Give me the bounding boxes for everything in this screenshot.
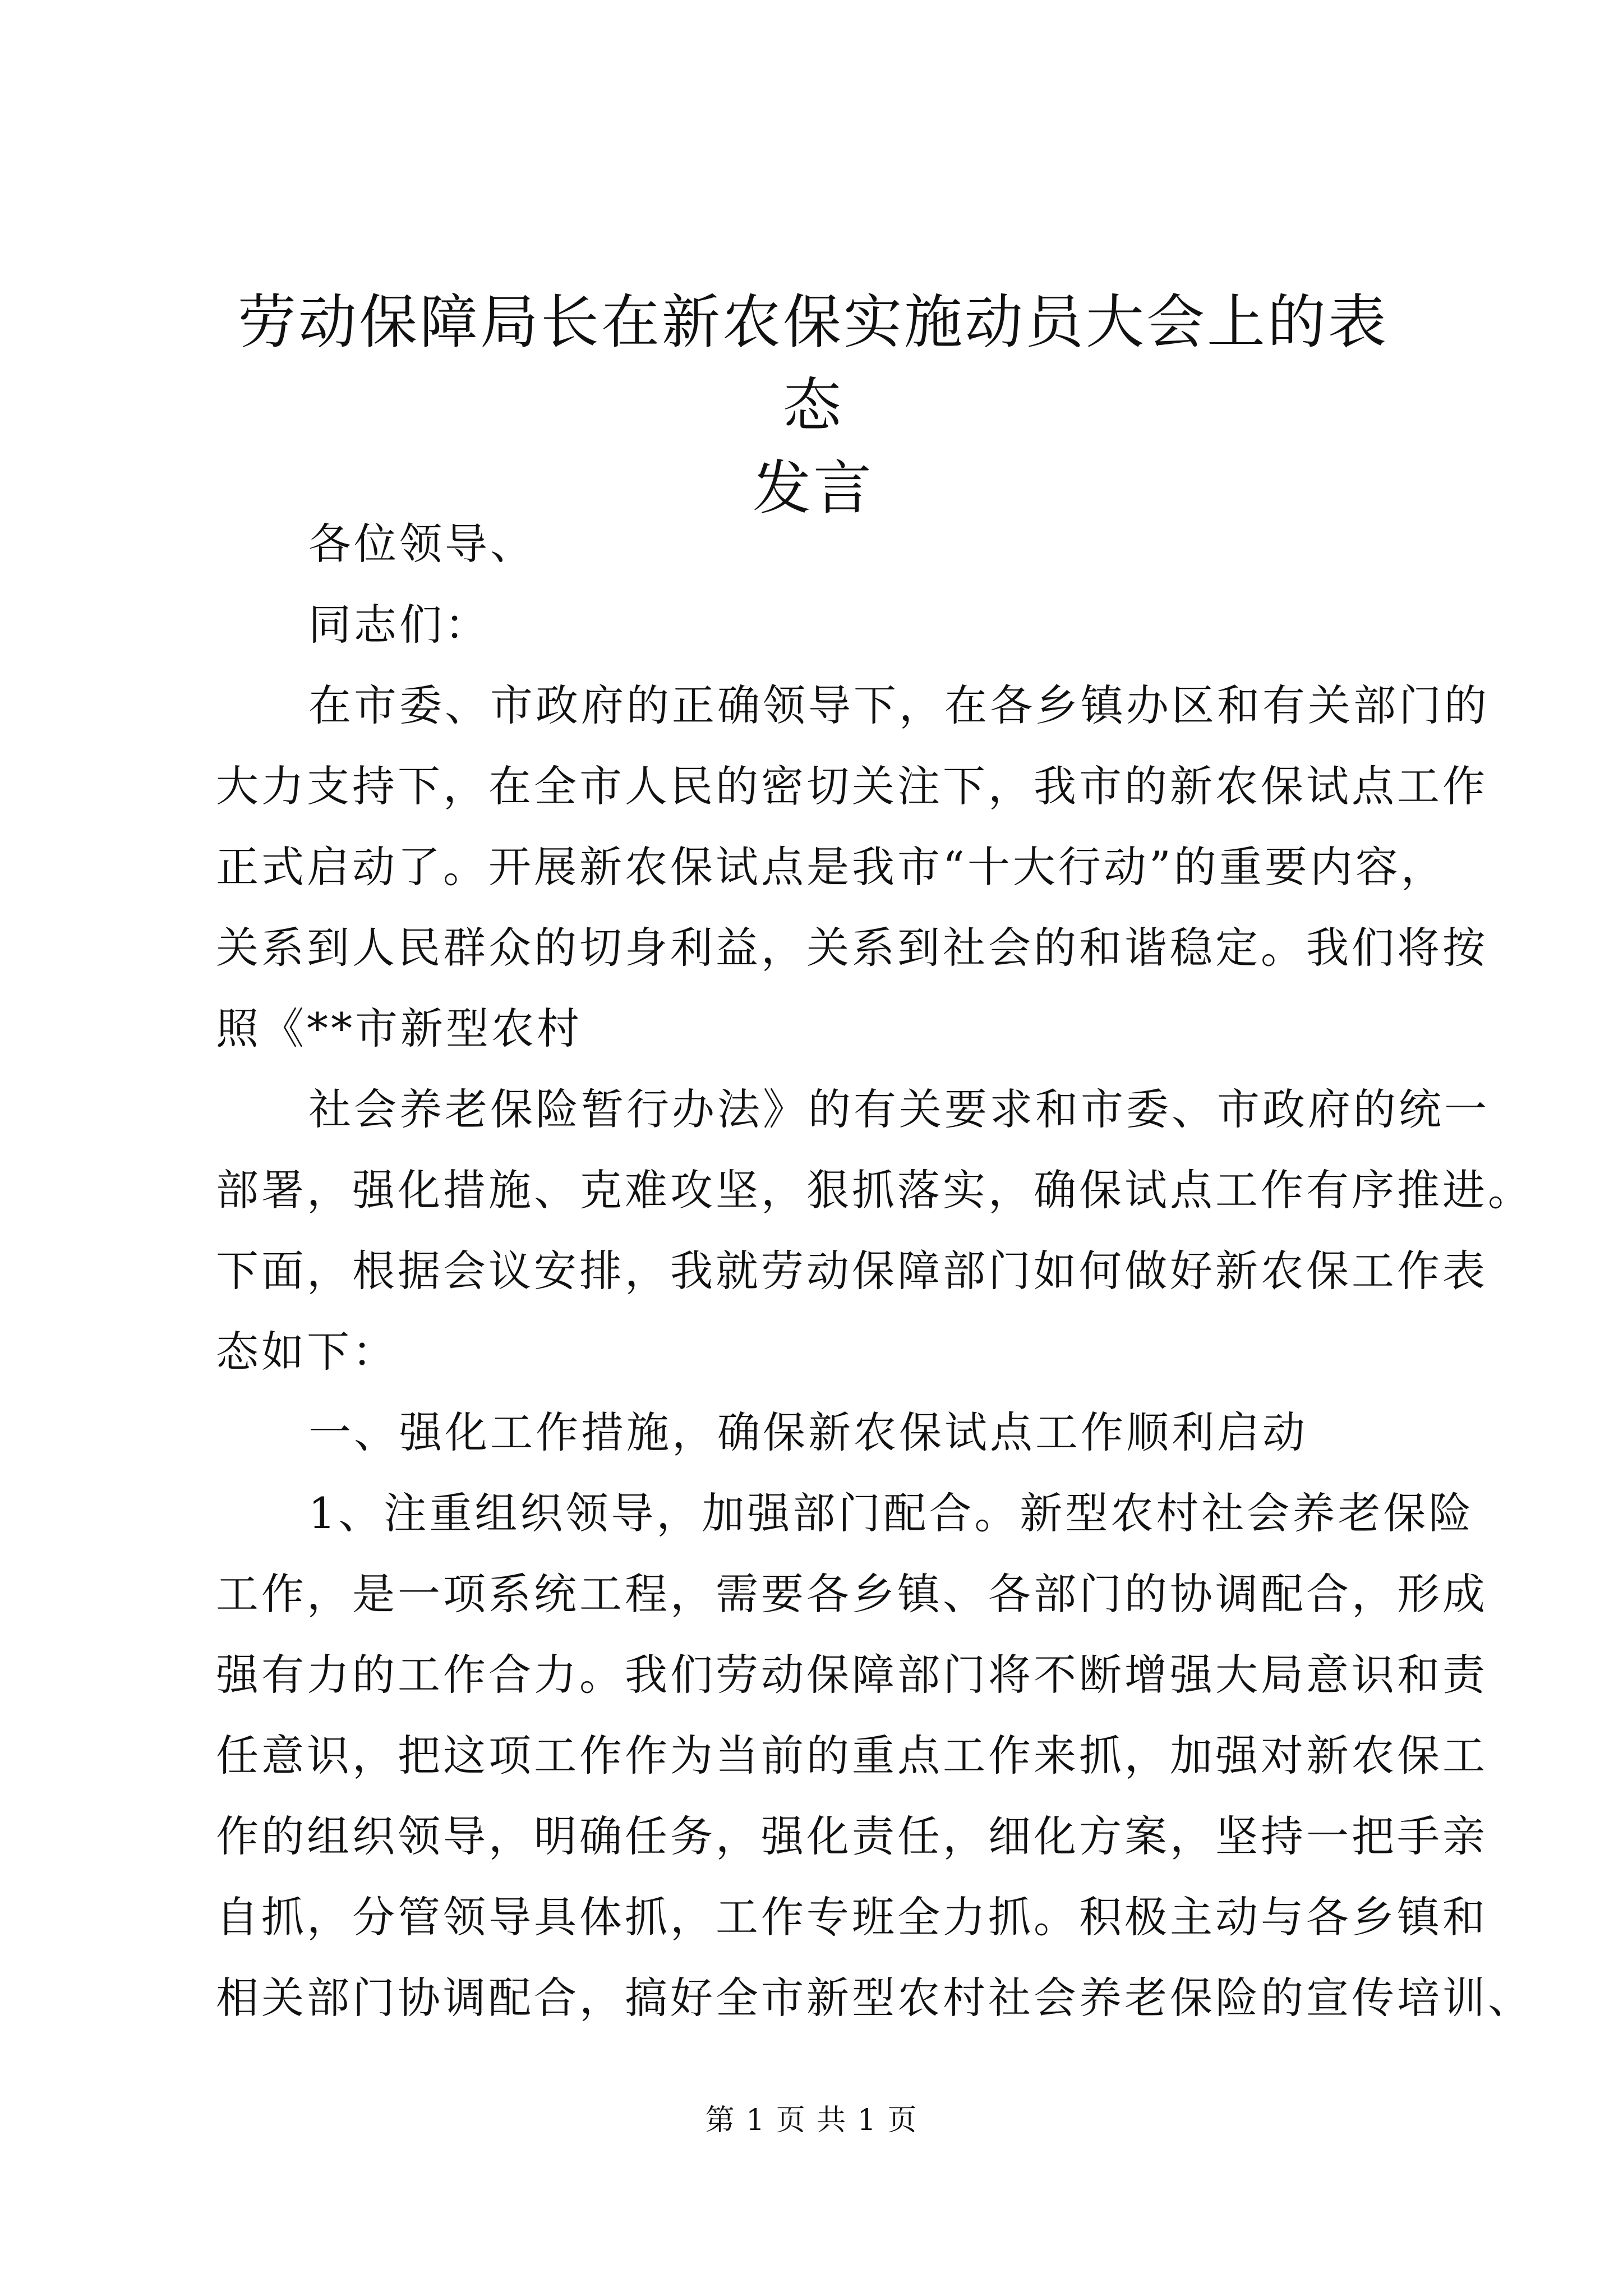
paragraph-line: 相关部门协调配合，搞好全市新型农村社会养老保险的宣传培训、: [216, 1973, 1533, 2023]
paragraph-line: 任意识，把这项工作作为当前的重点工作来抓，加强对新农保工: [216, 1731, 1488, 1780]
paragraph-line: 部署，强化措施、克难攻坚，狠抓落实，确保试点工作有序推进。: [216, 1165, 1533, 1215]
paragraph-line: 态如下：: [216, 1327, 398, 1377]
paragraph-line: 强有力的工作合力。我们劳动保障部门将不断增强大局意识和责: [216, 1650, 1488, 1700]
section-heading: 一、强化工作措施，确保新农保试点工作顺利启动: [308, 1407, 1308, 1457]
paragraph-line: 1、注重组织领导，加强部门配合。新型农村社会养老保险: [308, 1488, 1474, 1538]
page-number-footer: 第 1 页 共 1 页: [705, 2104, 918, 2137]
paragraph-line: 正式启动了。开展新农保试点是我市“十大行动”的重要内容，: [216, 842, 1446, 892]
paragraph-line: 自抓，分管领导具体抓，工作专班全力抓。积极主动与各乡镇和: [216, 1892, 1488, 1942]
paragraph-line: 大力支持下，在全市人民的密切关注下，我市的新农保试点工作: [216, 761, 1488, 811]
title-line-1: 劳动保障局长在新农保实施动员大会上的表态: [237, 288, 1389, 439]
paragraph-line: 在市委、市政府的正确领导下，在各乡镇办区和有关部门的: [308, 680, 1490, 730]
paragraph-line: 作的组织领导，明确任务，强化责任，细化方案，坚持一把手亲: [216, 1811, 1488, 1861]
paragraph-line: 照《**市新型农村: [216, 1004, 582, 1053]
document-title: [213, 280, 1413, 530]
paragraph-line: 关系到人民群众的切身利益，关系到社会的和谐稳定。我们将按: [216, 923, 1488, 973]
salutation-line-2: 同志们：: [308, 600, 490, 650]
salutation-line-1: 各位领导、: [308, 519, 536, 569]
paragraph-line: 下面，根据会议安排，我就劳动保障部门如何做好新农保工作表: [216, 1246, 1488, 1296]
paragraph-line: 社会养老保险暂行办法》的有关要求和市委、市政府的统一: [308, 1084, 1490, 1134]
title-line-2: 发言: [752, 454, 874, 522]
paragraph-line: 工作，是一项系统工程，需要各乡镇、各部门的协调配合，形成: [216, 1569, 1488, 1619]
